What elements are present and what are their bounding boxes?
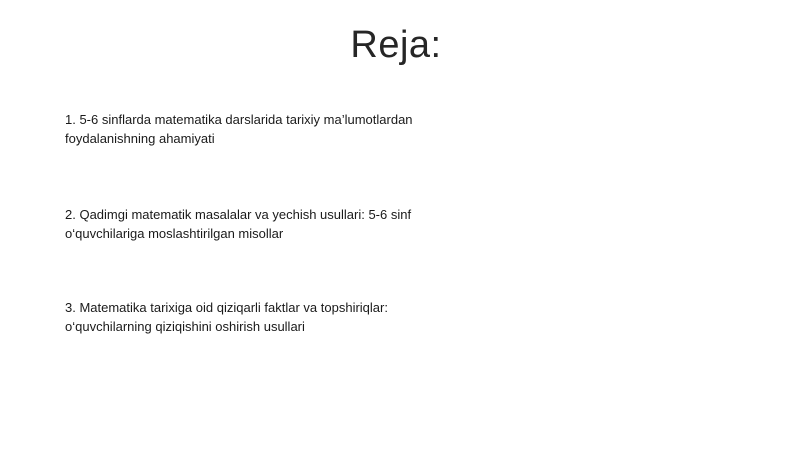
agenda-item: 2. Qadimgi matematik masalalar va yechish usullari: 5-6 sinf o‘quvchilariga moslashtirilgan misollar	[65, 207, 412, 241]
agenda-item: 3. Matematika tarixiga oid qiziqarli faktlar va topshiriqlar: o‘quvchilarning qiziqishini oshirish usullari	[65, 300, 388, 334]
agenda-item: 1. 5-6 sinflarda matematika darslarida tarixiy ma’lumotlardan foydalanishning ahamiyati	[65, 112, 413, 146]
slide-title: Reja:	[350, 24, 442, 66]
